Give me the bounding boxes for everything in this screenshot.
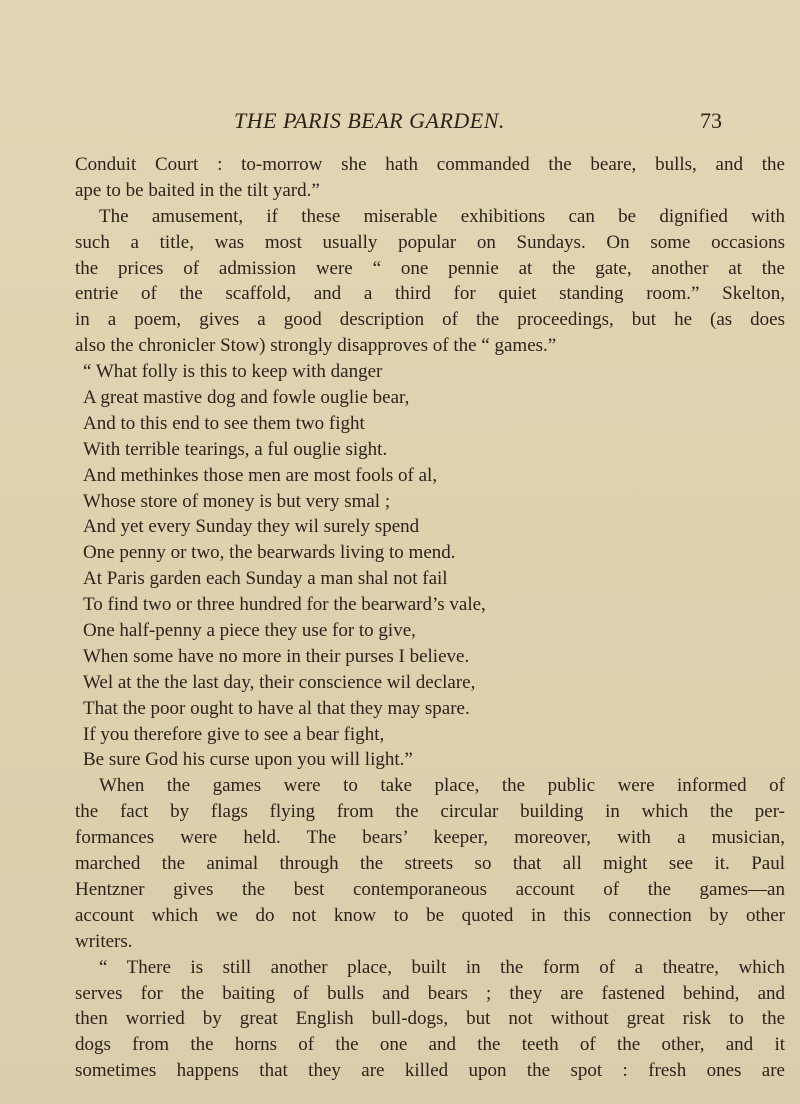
text-line: The amusement, if these miserable exhibitions can be dignified with — [99, 205, 785, 227]
body-text — [75, 152, 785, 1084]
text-line: marched the animal through the streets so that all might see it. Paul — [75, 853, 785, 875]
text-line: One half-penny a piece they use for to give, — [83, 620, 416, 642]
text-line: writers. — [75, 930, 133, 952]
text-line: And yet every Sunday they wil surely spend — [83, 516, 420, 538]
text-line: One penny or two, the bearwards living to mend. — [83, 542, 456, 564]
text-line: A great mastive dog and fowle ouglie bear, — [83, 387, 410, 409]
text-line: To find two or three hundred for the bearward’s vale, — [83, 594, 486, 616]
page-header — [0, 108, 800, 138]
text-line: account which we do not know to be quoted in this connection by other — [75, 904, 785, 926]
text-line: And to this end to see them two fight — [83, 412, 365, 434]
text-line: “ There is still another place, built in the form of a theatre, which — [99, 956, 785, 978]
text-line: the prices of admission were “ one pennie at the gate, another at the — [75, 257, 785, 279]
text-line: formances were held. The bears’ keeper, moreover, with a musician, — [75, 827, 785, 849]
text-line: When the games were to take place, the public were informed of — [99, 775, 785, 797]
text-line: At Paris garden each Sunday a man shal not fail — [83, 568, 448, 590]
text-line: such a title, was most usually popular on Sundays. On some occasions — [75, 231, 785, 253]
text-line: And methinkes those men are most fools of al, — [83, 464, 438, 486]
text-line: If you therefore give to see a bear fight, — [83, 723, 385, 745]
text-line: Wel at the the last day, their conscience wil declare, — [83, 671, 476, 693]
text-line: That the poor ought to have al that they may spare. — [83, 697, 470, 719]
text-line: also the chronicler Stow) strongly disapproves of the “ games.” — [75, 335, 557, 357]
text-line: Be sure God his curse upon you will light.” — [83, 749, 413, 771]
text-line: Whose store of money is but very smal ; — [83, 490, 391, 512]
text-line: ape to be baited in the tilt yard.” — [75, 179, 320, 201]
text-line: the fact by flags flying from the circular building in which the per- — [75, 801, 785, 823]
text-line: in a poem, gives a good description of the proceedings, but he (as does — [75, 309, 785, 331]
text-line: Hentzner gives the best contemporaneous account of the games—an — [75, 878, 785, 900]
text-line: dogs from the horns of the one and the teeth of the other, and it — [75, 1034, 785, 1056]
running-title: THE PARIS BEAR GARDEN. — [234, 108, 505, 133]
text-line: “ What folly is this to keep with danger — [83, 361, 383, 383]
text-line: When some have no more in their purses I believe. — [83, 645, 470, 667]
page-number: 73 — [700, 108, 722, 133]
text-line: With terrible tearings, a ful ouglie sight. — [83, 438, 388, 460]
text-line: then worried by great English bull-dogs, but not without great risk to the — [75, 1008, 785, 1030]
text-line: sometimes happens that they are killed upon the spot : fresh ones are — [75, 1060, 785, 1082]
text-line: serves for the baiting of bulls and bears ; they are fastened behind, and — [75, 982, 785, 1004]
text-line: entrie of the scaffold, and a third for quiet standing room.” Skelton, — [75, 283, 785, 305]
text-line: Conduit Court : to-morrow she hath commanded the beare, bulls, and the — [75, 154, 785, 175]
